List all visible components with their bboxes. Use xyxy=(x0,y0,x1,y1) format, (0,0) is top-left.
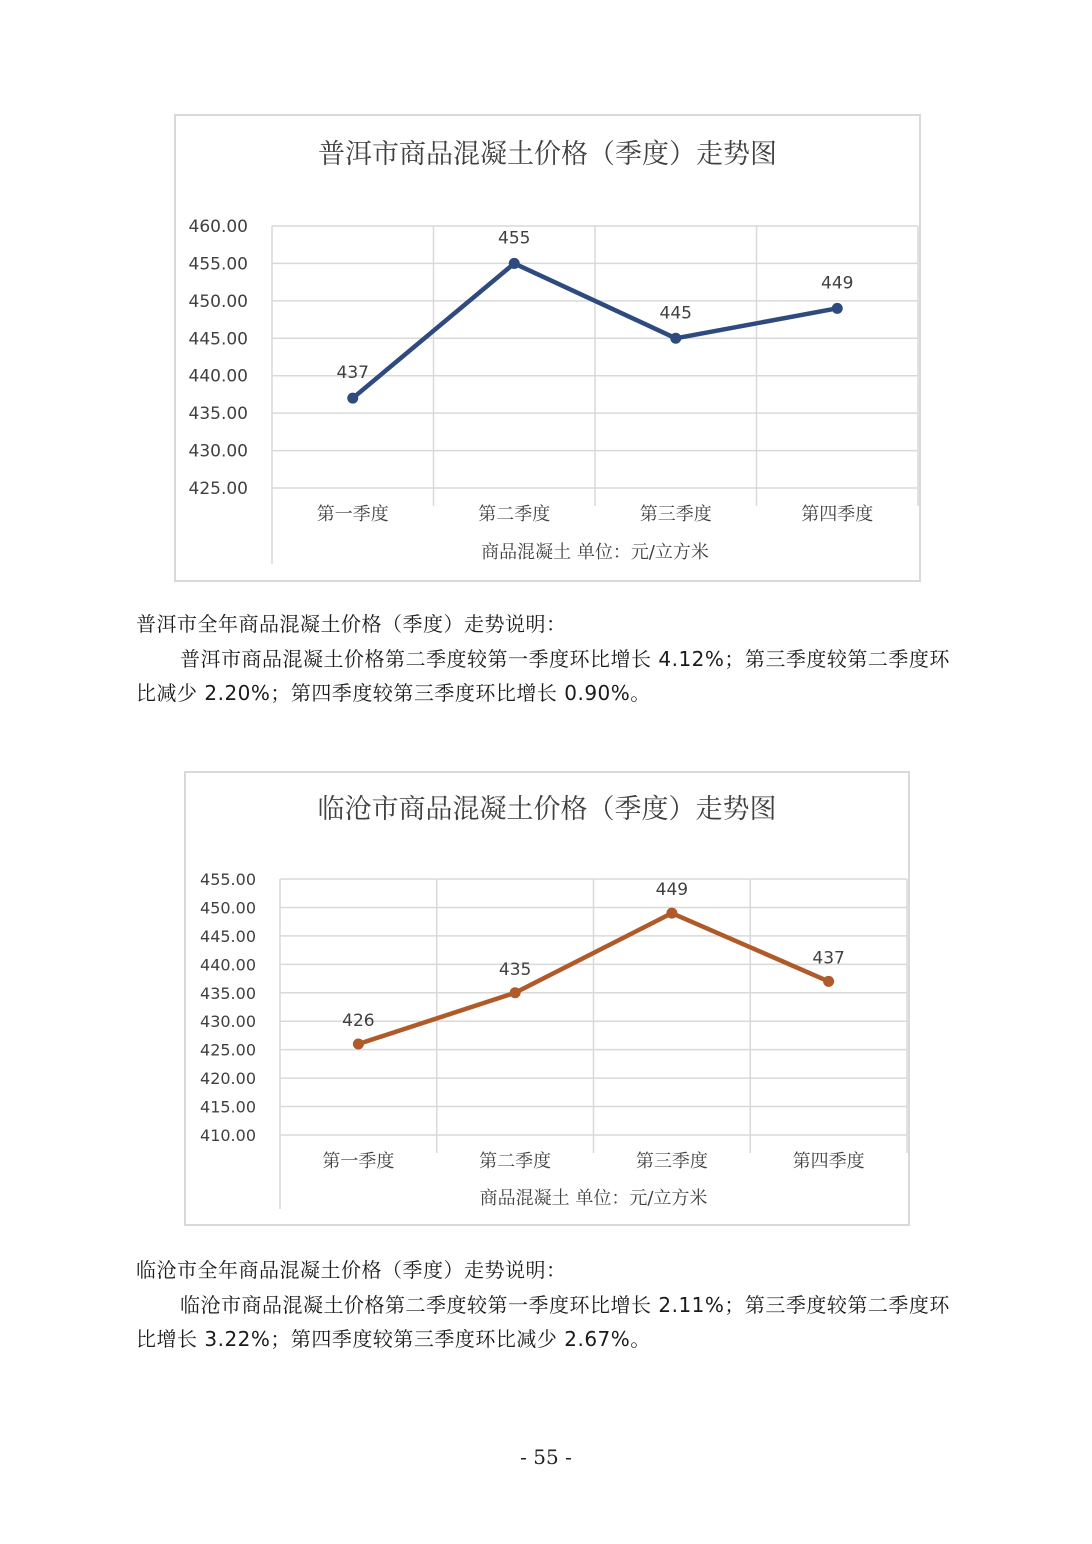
y-tick-label: 430.00 xyxy=(200,1012,256,1032)
y-tick-label: 440.00 xyxy=(188,366,248,387)
data-point xyxy=(832,303,843,314)
y-tick-label: 415.00 xyxy=(200,1097,256,1117)
y-tick-label: 410.00 xyxy=(200,1126,256,1145)
x-tick-label: 第二季度 xyxy=(479,1151,552,1172)
y-tick-label: 450.00 xyxy=(188,291,248,312)
x-tick-label: 第三季度 xyxy=(635,1151,708,1172)
data-point xyxy=(670,333,681,344)
y-tick-label: 445.00 xyxy=(188,329,248,350)
data-label: 449 xyxy=(821,273,854,294)
page-number: - 55 - xyxy=(520,1445,572,1469)
x-tick-label: 第四季度 xyxy=(801,504,874,525)
y-tick-label: 420.00 xyxy=(200,1069,256,1089)
data-label: 437 xyxy=(812,948,845,969)
puer-section-body xyxy=(136,642,966,710)
data-label: 435 xyxy=(498,959,532,980)
y-tick-label: 435.00 xyxy=(200,983,256,1003)
y-tick-label: 460.00 xyxy=(188,217,248,237)
y-tick-label: 455.00 xyxy=(200,870,256,889)
y-tick-label: 440.00 xyxy=(200,955,256,975)
data-label: 445 xyxy=(659,303,692,324)
puer-chart-svg xyxy=(176,116,919,580)
y-tick-label: 450.00 xyxy=(200,898,256,918)
lincang-section-body xyxy=(136,1288,966,1356)
chart-title: 临沧市商品混凝土价格（季度）走势图 xyxy=(317,794,777,825)
y-tick-label: 425.00 xyxy=(188,479,248,499)
data-point xyxy=(510,987,521,998)
y-tick-label: 455.00 xyxy=(188,254,248,275)
data-label: 437 xyxy=(336,363,369,384)
x-axis-label: 商品混凝土 单位：元/立方米 xyxy=(479,1188,708,1209)
x-tick-label: 第一季度 xyxy=(316,504,389,525)
x-tick-label: 第四季度 xyxy=(792,1151,865,1172)
x-tick-label: 第一季度 xyxy=(322,1151,395,1172)
data-label: 449 xyxy=(655,880,689,901)
puer-section-heading: 普洱市全年商品混凝土价格（季度）走势说明： xyxy=(136,612,567,636)
data-label: 455 xyxy=(498,228,531,249)
y-tick-label: 445.00 xyxy=(200,926,256,946)
puer-body-text: 普洱市商品混凝土价格第二季度较第一季度环比增长 4.12%；第三季度较第二季度环比减少 2.20%；第四季度较第三季度环比增长 0.90%。 xyxy=(136,647,950,705)
lincang-price-chart xyxy=(184,771,910,1226)
chart-title: 普洱市商品混凝土价格（季度）走势图 xyxy=(318,139,777,170)
x-tick-label: 第三季度 xyxy=(639,504,712,525)
data-point xyxy=(509,258,520,269)
y-tick-label: 430.00 xyxy=(188,441,248,462)
data-point xyxy=(347,393,358,404)
lincang-body-text: 临沧市商品混凝土价格第二季度较第一季度环比增长 2.11%；第三季度较第二季度环比增长 3.22%；第四季度较第三季度环比减少 2.67%。 xyxy=(136,1293,950,1351)
data-point xyxy=(353,1038,364,1049)
y-tick-label: 425.00 xyxy=(200,1040,256,1060)
data-point xyxy=(823,976,834,987)
x-axis-label: 商品混凝土 单位：元/立方米 xyxy=(481,542,709,563)
data-label: 426 xyxy=(342,1010,375,1031)
data-point xyxy=(666,908,677,919)
lincang-section-heading: 临沧市全年商品混凝土价格（季度）走势说明： xyxy=(136,1258,567,1282)
puer-price-chart xyxy=(174,114,921,582)
y-tick-label: 435.00 xyxy=(188,404,248,425)
lincang-chart-svg xyxy=(186,773,908,1224)
x-tick-label: 第二季度 xyxy=(478,504,551,525)
